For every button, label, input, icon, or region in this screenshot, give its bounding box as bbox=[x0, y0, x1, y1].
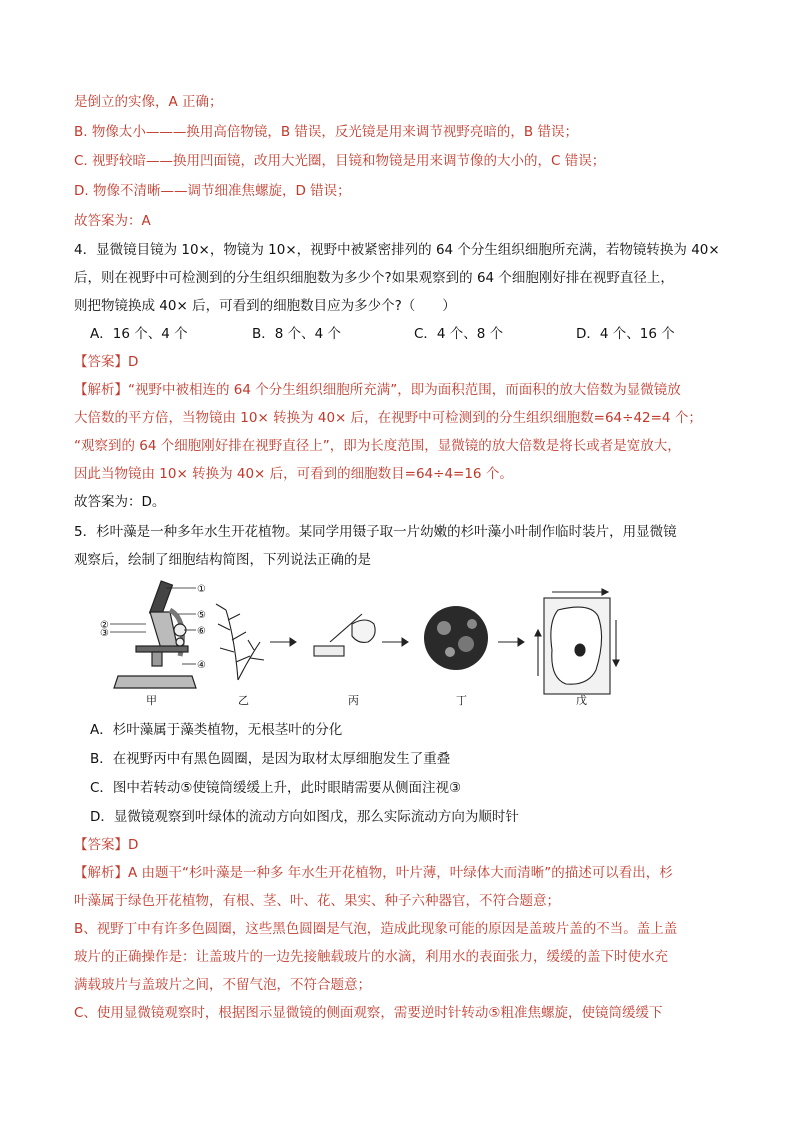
q5-stem-line-2: 观察后，绘制了细胞结构简图，下列说法正确的是 bbox=[74, 552, 371, 568]
microscope-mark-6: ⑥ bbox=[197, 626, 206, 637]
prev-line-4: D. 物像不清晰——调节细准焦螺旋，D 错误； bbox=[74, 183, 351, 199]
q4-option-b: B．8 个、4 个 bbox=[252, 326, 342, 342]
q5-analysis-b-line-3: 满载玻片与盖玻片之间，不留气泡，不符合题意； bbox=[74, 977, 371, 993]
analysis-text: “视野中被相连的 64 个分生组织细胞所充满”，即为面积范围，而面积的放大倍数为显微镜放 bbox=[128, 382, 681, 398]
microscope-mark-4: ④ bbox=[197, 660, 206, 671]
q4-stem-line-2: 后，则在视野中可检测到的分生组织细胞数为多少个?如果观察到的 64 个细胞刚好排在视野直径上， bbox=[74, 270, 674, 286]
microscope-mark-2: ② bbox=[100, 620, 109, 631]
q5-option-b: B．在视野丙中有黑色圆圈，是因为取材太厚细胞发生了重叠 bbox=[90, 751, 451, 767]
prev-line-2: B. 物像太小———换用高倍物镜，B 错误，反光镜是用来调节视野亮暗的，B 错误； bbox=[74, 124, 578, 140]
q5-answer-row bbox=[74, 835, 138, 855]
q4-final-answer: 故答案为：D。 bbox=[74, 494, 166, 510]
answer-label: 【答案】 bbox=[74, 354, 128, 370]
figure-label-ding: 丁 bbox=[456, 694, 467, 707]
q5-option-d: D．显微镜观察到叶绿体的流动方向如图戊，那么实际流动方向为顺时针 bbox=[90, 809, 519, 825]
figure-label-jia: 甲 bbox=[146, 694, 157, 707]
plant-cell-illustration bbox=[535, 589, 619, 694]
figure-label-bing: 丙 bbox=[348, 694, 359, 707]
prev-answer: 故答案为：A bbox=[74, 213, 151, 229]
microscope-illustration bbox=[114, 581, 196, 688]
microscope-view-illustration bbox=[424, 606, 488, 670]
figure-label-wu: 戊 bbox=[576, 694, 587, 707]
prev-line-1: 是倒立的实像，A 正确； bbox=[74, 94, 223, 110]
plant-sprig-illustration bbox=[216, 604, 264, 680]
answer-label: 【答案】 bbox=[74, 837, 128, 853]
q5-analysis-c-line-1: C、使用显微镜观察时，根据图示显微镜的侧面观察，需要逆时针转动⑤粗准焦螺旋，使镜筒缓缓下 bbox=[74, 1005, 663, 1021]
q5-stem-line-1: 5．杉叶藻是一种多年水生开花植物。某同学用镊子取一片幼嫩的杉叶藻小叶制作临时装片，用显微镜 bbox=[74, 524, 677, 540]
q5-option-c: C．图中若转动⑤使镜筒缓缓上升，此时眼睛需要从侧面注视③ bbox=[90, 780, 462, 796]
q4-option-d: D．4 个、16 个 bbox=[576, 326, 675, 342]
figure-label-yi: 乙 bbox=[238, 694, 249, 707]
q4-analysis-line-4: 因此当物镜由 10× 转换为 40× 后，可看到的细胞数目=64÷4=16 个。 bbox=[74, 466, 513, 482]
microscope-mark-1: ① bbox=[197, 584, 206, 595]
microscope-mark-3: ③ bbox=[100, 628, 109, 639]
answer-value: D bbox=[128, 837, 139, 853]
q4-analysis-line-3: “观察到的 64 个细胞刚好排在视野直径上”，即为长度范围，显微镜的放大倍数是将长或者是宽放大， bbox=[74, 438, 681, 454]
q5-analysis-a-line-1 bbox=[74, 863, 673, 883]
slide-prep-illustration bbox=[314, 614, 375, 656]
q5-figure bbox=[100, 580, 660, 706]
q4-analysis-line-2: 大倍数的平方倍，当物镜由 10× 转换为 40× 后，在视野中可检测到的分生组织细胞数=64÷42=4 个； bbox=[74, 410, 702, 426]
analysis-label: 【解析】 bbox=[74, 382, 128, 398]
analysis-text: A 由题干“杉叶藻是一种多 年水生开花植物，叶片薄，叶绿体大而清晰”的描述可以看出，杉 bbox=[128, 865, 673, 881]
q4-option-a: A．16 个、4 个 bbox=[90, 326, 188, 342]
q5-analysis-a-line-2: 叶藻属于绿色开花植物，有根、茎、叶、花、果实、种子六种器官，不符合题意； bbox=[74, 893, 560, 909]
q4-stem-line-3: 则把物镜换成 40× 后，可看到的细胞数目应为多少个?（ ） bbox=[74, 298, 456, 314]
q4-answer-row bbox=[74, 352, 138, 372]
microscope-mark-5: ⑤ bbox=[197, 610, 206, 621]
q5-option-a: A．杉叶藻属于藻类植物，无根茎叶的分化 bbox=[90, 722, 343, 738]
analysis-label: 【解析】 bbox=[74, 865, 128, 881]
q4-option-c: C．4 个、8 个 bbox=[414, 326, 504, 342]
q5-analysis-b-line-2: 玻片的正确操作是：让盖玻片的一边先接触载玻片的水滴，利用水的表面张力，缓缓的盖下时使水充 bbox=[74, 949, 668, 965]
answer-value: D bbox=[128, 354, 139, 370]
prev-line-3: C. 视野较暗——换用凹面镜，改用大光圈，目镜和物镜是用来调节像的大小的，C 错误； bbox=[74, 153, 606, 169]
q4-analysis-line-1 bbox=[74, 380, 681, 400]
q5-analysis-b-line-1: B、视野丁中有许多色圆圈，这些黑色圆圈是气泡，造成此现象可能的原因是盖玻片盖的不当。盖上盖 bbox=[74, 921, 678, 937]
q4-stem-line-1: 4．显微镜目镜为 10×，物镜为 10×，视野中被紧密排列的 64 个分生组织细胞所充满，若物镜转换为 40× bbox=[74, 242, 720, 258]
